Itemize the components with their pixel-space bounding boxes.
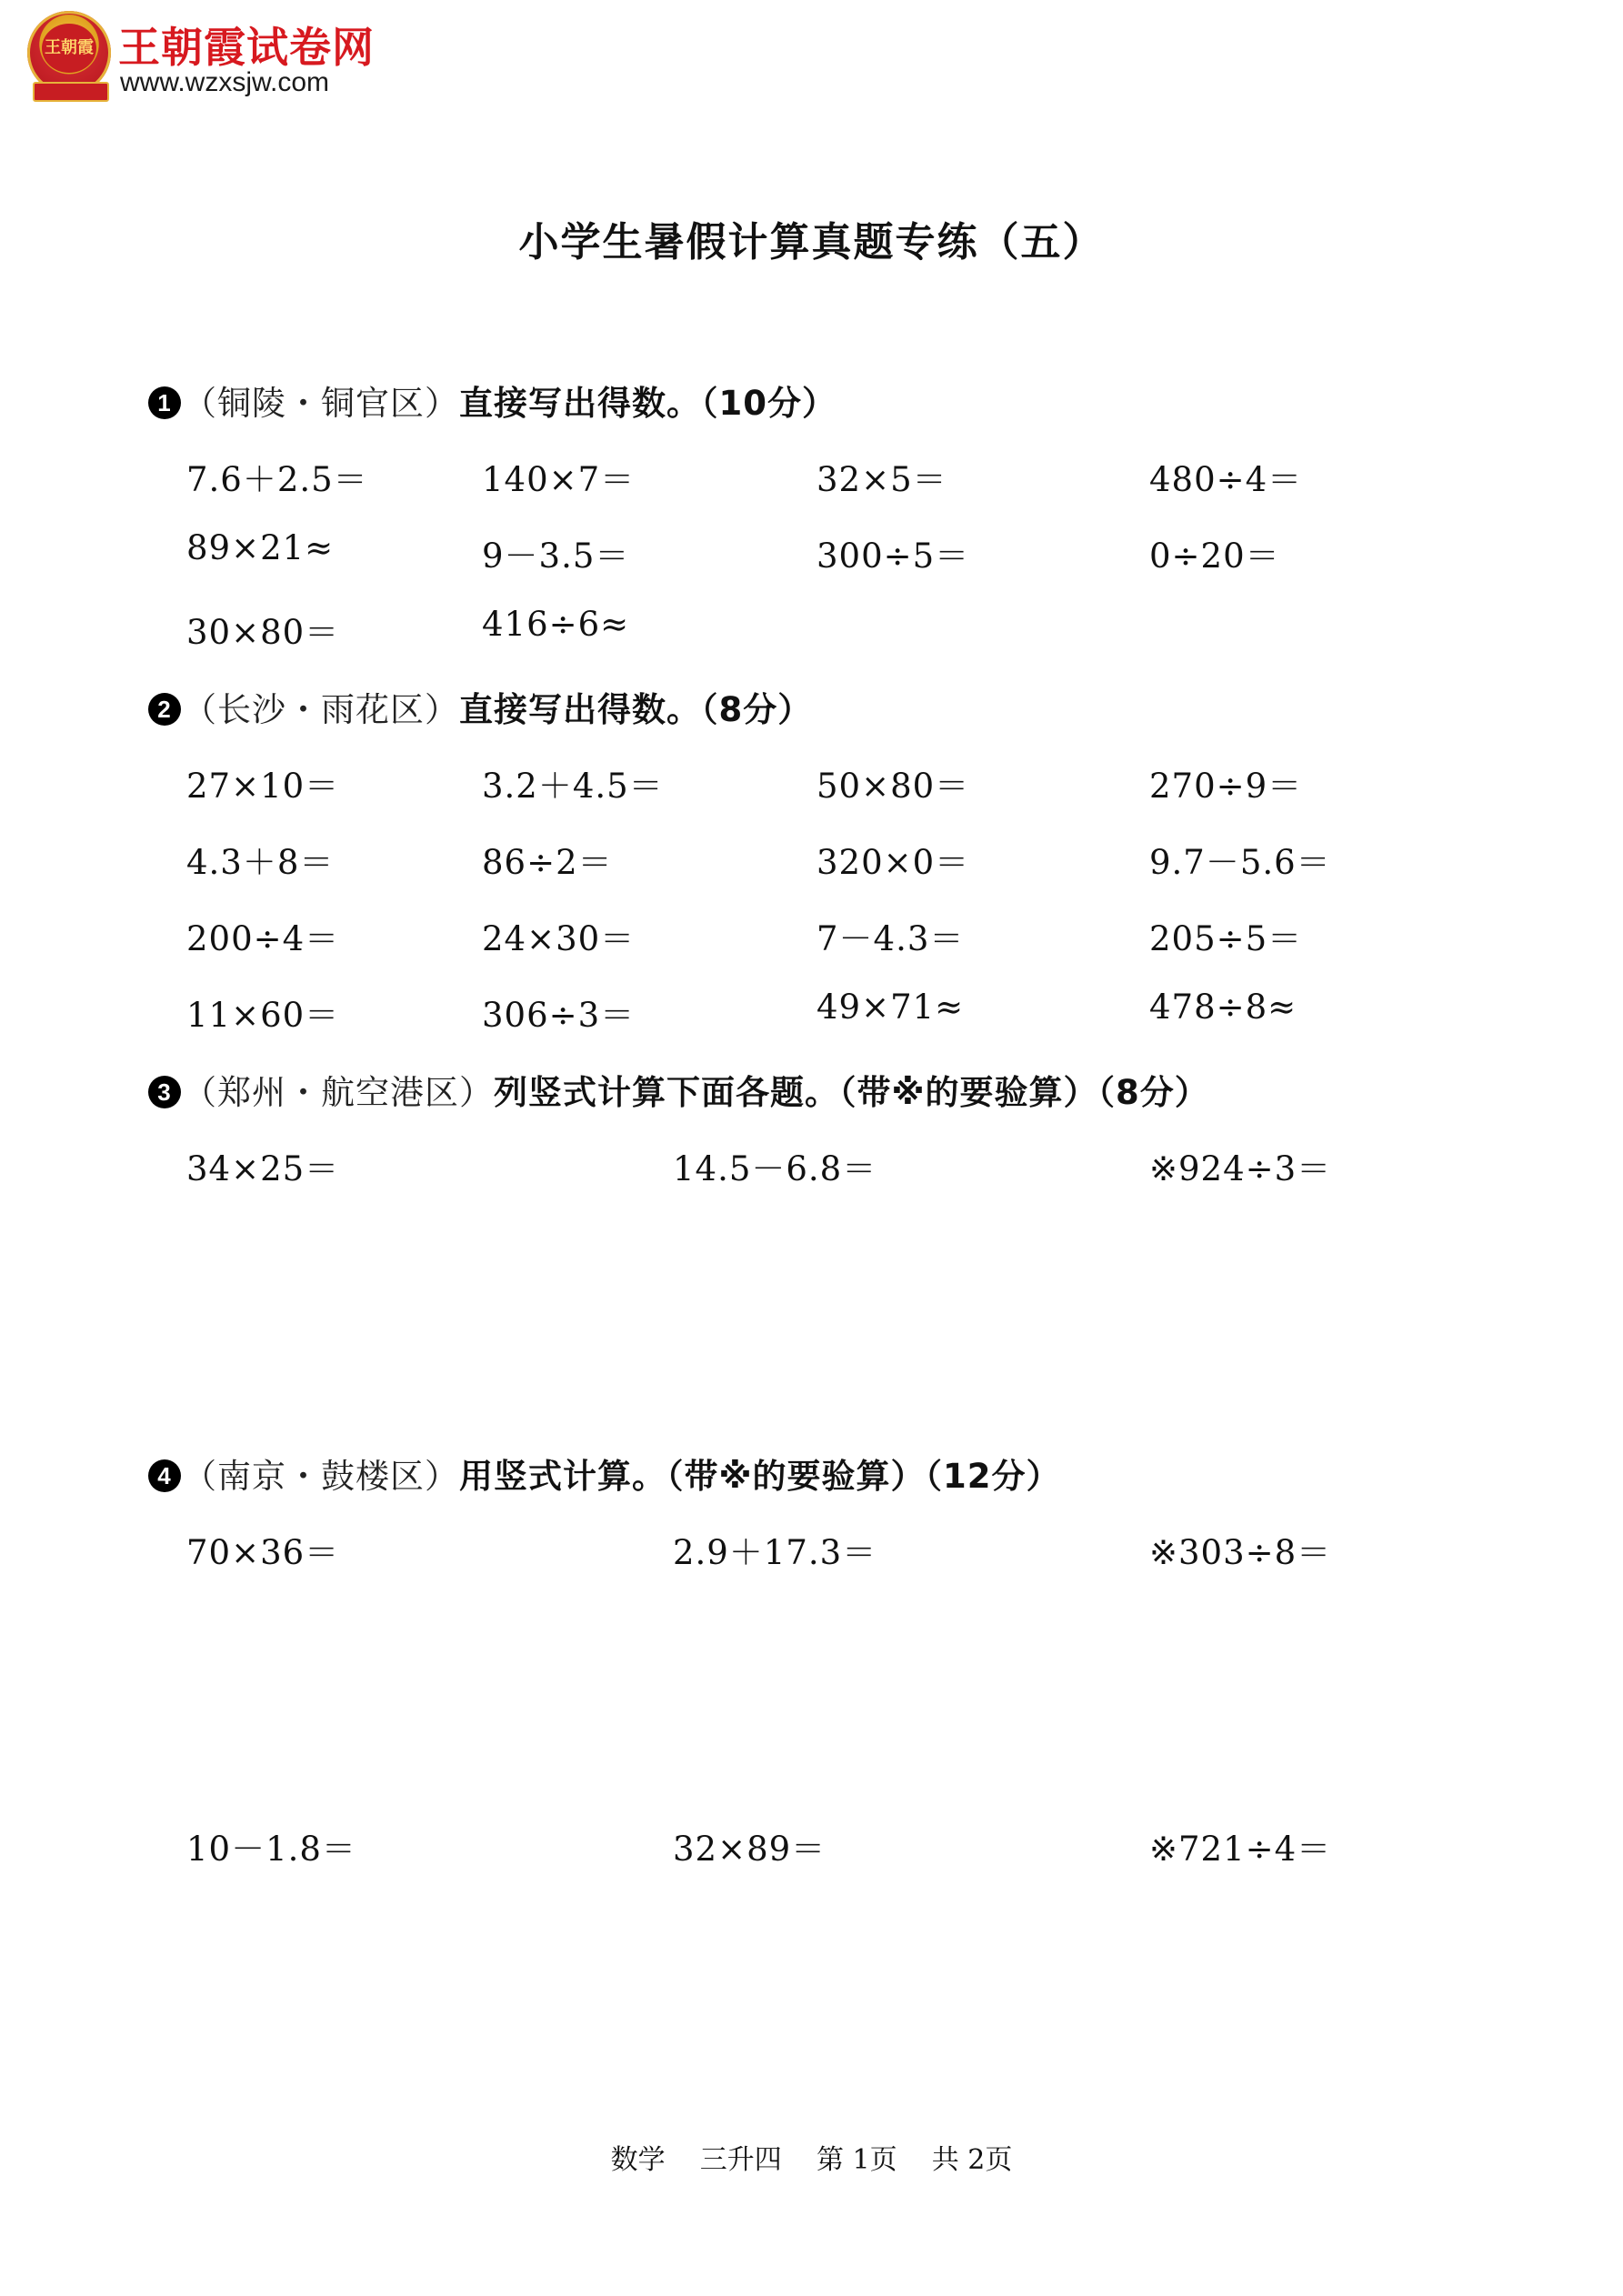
- section-3-heading: [148, 1065, 1209, 1114]
- problem: 9.7－5.6＝: [1149, 843, 1331, 882]
- problem: 10－1.8＝: [186, 1830, 356, 1869]
- problem: 50×80＝: [817, 767, 970, 806]
- problem: 14.5－6.8＝: [673, 1149, 877, 1188]
- section-score: （8分）: [1097, 1073, 1209, 1112]
- section-number-badge: 4: [148, 1459, 181, 1492]
- problem: 306÷3＝: [482, 996, 636, 1035]
- problem: 3.2＋4.5＝: [482, 767, 664, 806]
- problem: 480÷4＝: [1149, 460, 1303, 499]
- problem: 32×89＝: [673, 1830, 827, 1869]
- problem: 86÷2＝: [482, 843, 613, 882]
- problem: 0÷20＝: [1149, 536, 1280, 576]
- section-4-heading: [148, 1449, 1060, 1498]
- problem: 27×10＝: [186, 767, 340, 806]
- problem: 7－4.3＝: [817, 919, 965, 958]
- problem: 32×5＝: [817, 460, 947, 499]
- section-task: 直接写出得数。: [459, 690, 701, 729]
- site-logo: [27, 11, 409, 102]
- problem: 320×0＝: [817, 843, 970, 882]
- problem: 300÷5＝: [817, 536, 970, 576]
- problem: 7.6＋2.5＝: [186, 460, 368, 499]
- problem: 49×71≈: [817, 988, 965, 1027]
- section-number-badge: 2: [148, 693, 181, 726]
- page-title: 小学生暑假计算真题专练（五）: [518, 219, 1105, 266]
- brand-name: 王朝霞试卷网: [118, 23, 375, 72]
- seal-ribbon: [33, 82, 109, 102]
- section-score: （12分）: [925, 1457, 1061, 1496]
- problem: 34×25＝: [186, 1149, 340, 1188]
- problem: 4.3＋8＝: [186, 843, 335, 882]
- section-score: （10分）: [701, 384, 837, 423]
- section-task: 列竖式计算下面各题。（带※的要验算）: [494, 1073, 1098, 1112]
- problem: 89×21≈: [186, 528, 335, 567]
- problem: ※924÷3＝: [1149, 1149, 1332, 1188]
- section-source: （长沙・雨花区）: [183, 690, 459, 729]
- section-2-heading: [148, 682, 812, 731]
- problem: 140×7＝: [482, 460, 636, 499]
- problem: 2.9＋17.3＝: [673, 1533, 877, 1572]
- problem: 70×36＝: [186, 1533, 340, 1572]
- problem: ※303÷8＝: [1149, 1533, 1332, 1572]
- seal-logo-icon: [27, 11, 111, 95]
- problem: 270÷9＝: [1149, 767, 1303, 806]
- section-score: （8分）: [701, 690, 813, 729]
- section-source: （南京・鼓楼区）: [183, 1457, 459, 1496]
- problem: 200÷4＝: [186, 919, 340, 958]
- problem: 24×30＝: [482, 919, 636, 958]
- problem: ※721÷4＝: [1149, 1830, 1332, 1869]
- problem: 416÷6≈: [482, 605, 630, 644]
- section-task: 用竖式计算。（带※的要验算）: [459, 1457, 926, 1496]
- section-task: 直接写出得数。: [459, 384, 701, 423]
- section-number-badge: 1: [148, 386, 181, 419]
- seal-text: 王朝霞: [42, 24, 96, 73]
- problem: 205÷5＝: [1149, 919, 1303, 958]
- problem: 30×80＝: [186, 613, 340, 652]
- section-number-badge: 3: [148, 1076, 181, 1108]
- problem: 11×60＝: [186, 996, 340, 1035]
- problem: 478÷8≈: [1149, 988, 1297, 1027]
- brand-url: www.wzxsjw.com: [120, 67, 330, 97]
- section-source: （郑州・航空港区）: [183, 1073, 494, 1112]
- problem: 9－3.5＝: [482, 536, 630, 576]
- section-1-heading: [148, 376, 837, 425]
- page-footer: 数学 三升四 第 1页 共 2页: [610, 2144, 1013, 2176]
- section-source: （铜陵・铜官区）: [183, 384, 459, 423]
